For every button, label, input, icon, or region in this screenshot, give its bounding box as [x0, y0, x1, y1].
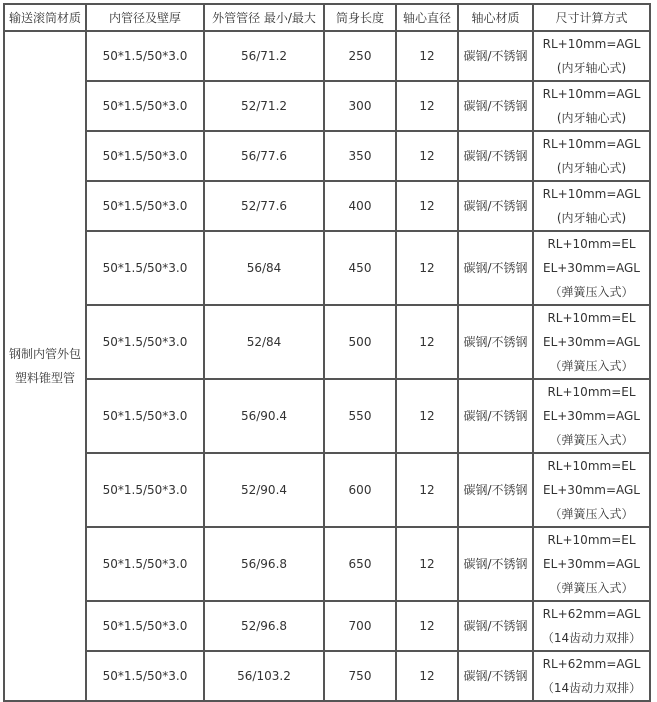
calc-line: （弹簧压入式）	[549, 285, 634, 299]
shaft-diameter-cell: 12	[397, 132, 459, 182]
calc-line: (内牙轴心式)	[556, 211, 627, 225]
length-cell: 750	[325, 652, 397, 702]
length-cell: 650	[325, 528, 397, 602]
shaft-material-cell: 碳钢/不锈钢	[459, 528, 534, 602]
calc-line: RL+10mm=AGL	[542, 37, 641, 51]
calc-line: RL+10mm=EL	[547, 237, 636, 251]
calc-method-cell	[534, 652, 651, 702]
table-row	[5, 528, 651, 602]
length-cell: 250	[325, 32, 397, 82]
shaft-material-cell: 碳钢/不锈钢	[459, 132, 534, 182]
calc-line: RL+10mm=EL	[547, 533, 636, 547]
table-row	[5, 132, 651, 182]
calc-line: EL+30mm=AGL	[542, 483, 640, 497]
header-row	[5, 5, 651, 32]
length-cell: 500	[325, 306, 397, 380]
table-row	[5, 232, 651, 306]
shaft-material-cell: 碳钢/不锈钢	[459, 82, 534, 132]
shaft-material-cell: 碳钢/不锈钢	[459, 454, 534, 528]
inner-diameter-cell: 50*1.5/50*3.0	[87, 306, 205, 380]
length-cell: 350	[325, 132, 397, 182]
calc-line: EL+30mm=AGL	[542, 261, 640, 275]
shaft-material-cell: 碳钢/不锈钢	[459, 652, 534, 702]
outer-diameter-cell: 56/90.4	[205, 380, 325, 454]
inner-diameter-cell: 50*1.5/50*3.0	[87, 454, 205, 528]
material-line: 钢制内管外包	[8, 347, 81, 361]
calc-method-cell	[534, 182, 651, 232]
calc-method-cell	[534, 380, 651, 454]
shaft-material-cell: 碳钢/不锈钢	[459, 182, 534, 232]
shaft-material-cell: 碳钢/不锈钢	[459, 232, 534, 306]
inner-diameter-cell: 50*1.5/50*3.0	[87, 232, 205, 306]
length-cell: 450	[325, 232, 397, 306]
outer-diameter-cell: 52/71.2	[205, 82, 325, 132]
calc-line: （14齿动力双排）	[541, 681, 642, 695]
outer-diameter-cell: 52/77.6	[205, 182, 325, 232]
calc-line: （弹簧压入式）	[549, 359, 634, 373]
inner-diameter-cell: 50*1.5/50*3.0	[87, 602, 205, 652]
outer-diameter-cell: 52/84	[205, 306, 325, 380]
table-row	[5, 32, 651, 82]
calc-method-cell	[534, 232, 651, 306]
calc-line: RL+10mm=EL	[547, 311, 636, 325]
length-cell: 550	[325, 380, 397, 454]
calc-line: (内牙轴心式)	[556, 161, 627, 175]
shaft-diameter-cell: 12	[397, 454, 459, 528]
material-cell	[5, 32, 87, 702]
table-row	[5, 380, 651, 454]
shaft-diameter-cell: 12	[397, 528, 459, 602]
outer-diameter-cell: 56/77.6	[205, 132, 325, 182]
shaft-material-cell: 碳钢/不锈钢	[459, 306, 534, 380]
calc-line: (内牙轴心式)	[556, 61, 627, 75]
spec-table	[3, 3, 651, 702]
calc-line: RL+10mm=AGL	[542, 137, 641, 151]
header-cell: 轴心直径	[397, 5, 459, 32]
material-line: 塑料锥型管	[14, 371, 75, 385]
calc-line: RL+10mm=EL	[547, 459, 636, 473]
calc-method-cell	[534, 528, 651, 602]
outer-diameter-cell: 56/96.8	[205, 528, 325, 602]
calc-line: RL+10mm=EL	[547, 385, 636, 399]
table-row	[5, 182, 651, 232]
shaft-diameter-cell: 12	[397, 182, 459, 232]
shaft-material-cell: 碳钢/不锈钢	[459, 32, 534, 82]
shaft-diameter-cell: 12	[397, 306, 459, 380]
calc-line: EL+30mm=AGL	[542, 335, 640, 349]
inner-diameter-cell: 50*1.5/50*3.0	[87, 132, 205, 182]
inner-diameter-cell: 50*1.5/50*3.0	[87, 380, 205, 454]
shaft-diameter-cell: 12	[397, 32, 459, 82]
header-cell: 内管径及壁厚	[87, 5, 205, 32]
calc-line: (内牙轴心式)	[556, 111, 627, 125]
outer-diameter-cell: 52/90.4	[205, 454, 325, 528]
table-row	[5, 82, 651, 132]
shaft-material-cell: 碳钢/不锈钢	[459, 380, 534, 454]
calc-line: （弹簧压入式）	[549, 433, 634, 447]
calc-line: RL+10mm=AGL	[542, 87, 641, 101]
inner-diameter-cell: 50*1.5/50*3.0	[87, 182, 205, 232]
calc-line: RL+62mm=AGL	[542, 607, 641, 621]
length-cell: 700	[325, 602, 397, 652]
shaft-diameter-cell: 12	[397, 602, 459, 652]
calc-line: RL+10mm=AGL	[542, 187, 641, 201]
outer-diameter-cell: 56/84	[205, 232, 325, 306]
shaft-diameter-cell: 12	[397, 652, 459, 702]
outer-diameter-cell: 52/96.8	[205, 602, 325, 652]
inner-diameter-cell: 50*1.5/50*3.0	[87, 82, 205, 132]
length-cell: 300	[325, 82, 397, 132]
calc-line: （弹簧压入式）	[549, 581, 634, 595]
shaft-diameter-cell: 12	[397, 232, 459, 306]
header-cell: 筒身长度	[325, 5, 397, 32]
header-cell: 尺寸计算方式	[534, 5, 651, 32]
outer-diameter-cell: 56/71.2	[205, 32, 325, 82]
calc-method-cell	[534, 306, 651, 380]
calc-line: （弹簧压入式）	[549, 507, 634, 521]
inner-diameter-cell: 50*1.5/50*3.0	[87, 528, 205, 602]
length-cell: 400	[325, 182, 397, 232]
shaft-diameter-cell: 12	[397, 380, 459, 454]
outer-diameter-cell: 56/103.2	[205, 652, 325, 702]
shaft-material-cell: 碳钢/不锈钢	[459, 602, 534, 652]
inner-diameter-cell: 50*1.5/50*3.0	[87, 32, 205, 82]
calc-line: EL+30mm=AGL	[542, 557, 640, 571]
calc-method-cell	[534, 454, 651, 528]
header-cell: 轴心材质	[459, 5, 534, 32]
table-row	[5, 454, 651, 528]
inner-diameter-cell: 50*1.5/50*3.0	[87, 652, 205, 702]
shaft-diameter-cell: 12	[397, 82, 459, 132]
length-cell: 600	[325, 454, 397, 528]
table-row	[5, 602, 651, 652]
calc-method-cell	[534, 602, 651, 652]
calc-method-cell	[534, 132, 651, 182]
calc-method-cell	[534, 32, 651, 82]
table-row	[5, 306, 651, 380]
calc-line: RL+62mm=AGL	[542, 657, 641, 671]
header-cell: 外管管径 最小/最大	[205, 5, 325, 32]
calc-method-cell	[534, 82, 651, 132]
calc-line: EL+30mm=AGL	[542, 409, 640, 423]
calc-line: （14齿动力双排）	[541, 631, 642, 645]
header-cell: 输送滚筒材质	[5, 5, 87, 32]
table-row	[5, 652, 651, 702]
